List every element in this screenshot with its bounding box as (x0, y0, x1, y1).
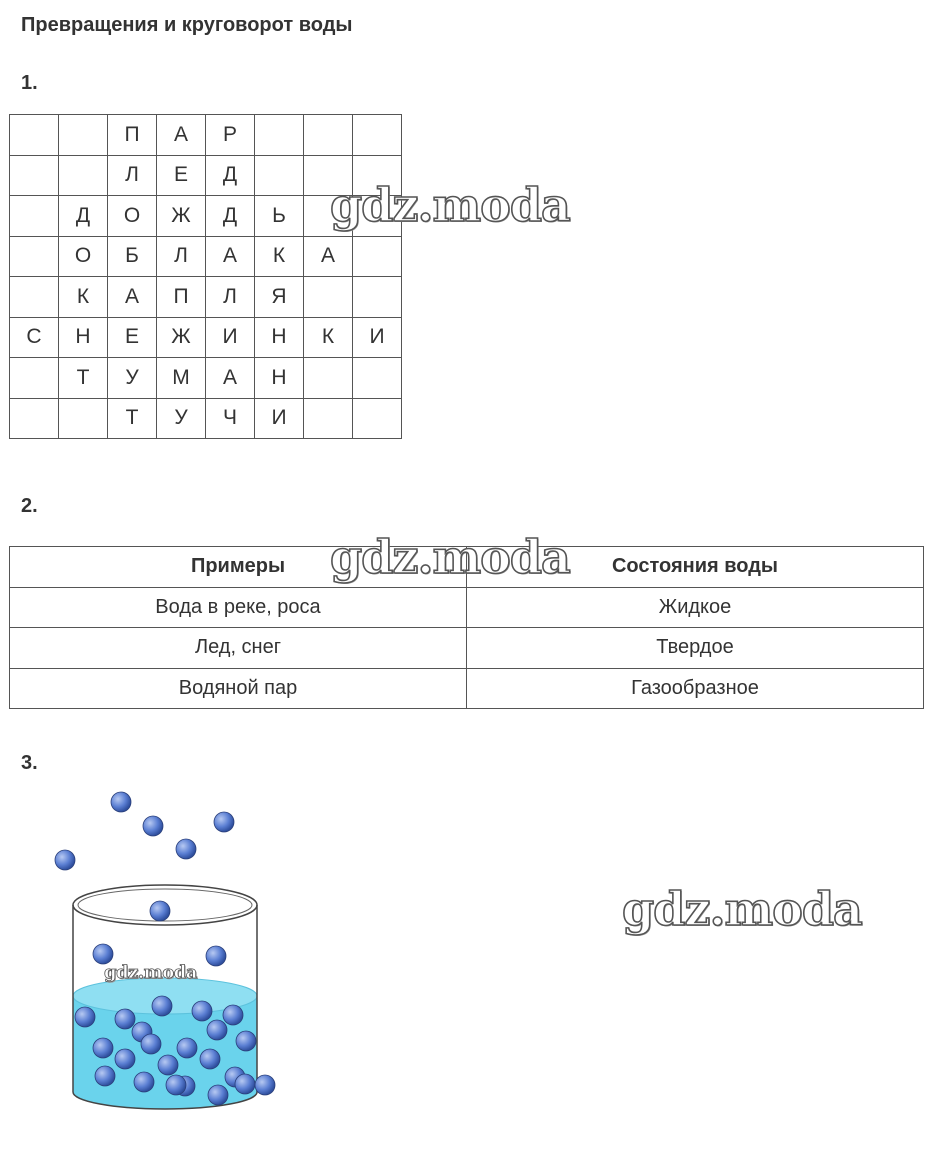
water-molecule (93, 1038, 113, 1058)
crossword-cell: Н (255, 317, 304, 358)
crossword-cell: А (157, 115, 206, 156)
water-molecule (152, 996, 172, 1016)
table-row (10, 628, 924, 669)
watermark: gdz.moda (622, 882, 862, 936)
crossword-cell (353, 236, 402, 277)
crossword-cell (10, 155, 59, 196)
question-number-3: 3. (21, 752, 38, 774)
crossword-cell: О (108, 196, 157, 237)
crossword-row (10, 277, 402, 318)
crossword-row (10, 115, 402, 156)
crossword-cell: Е (108, 317, 157, 358)
crossword-cell: Б (108, 236, 157, 277)
question-number-2: 2. (21, 495, 38, 517)
crossword-cell: Л (157, 236, 206, 277)
crossword-cell (255, 155, 304, 196)
crossword-cell: Л (108, 155, 157, 196)
crossword-grid (9, 114, 402, 439)
crossword-cell: Е (157, 155, 206, 196)
water-molecule (95, 1066, 115, 1086)
crossword-cell (10, 398, 59, 439)
crossword-cell: Н (255, 358, 304, 399)
crossword-cell: Д (206, 196, 255, 237)
crossword-cell: Ь (255, 196, 304, 237)
water-molecule (176, 839, 196, 859)
crossword-cell: И (353, 317, 402, 358)
water-molecule (143, 816, 163, 836)
watermark: gdz.moda (330, 178, 570, 232)
crossword-cell (304, 398, 353, 439)
water-molecule (55, 850, 75, 870)
crossword-cell (255, 115, 304, 156)
evaporation-beaker-illustration (40, 780, 280, 1120)
example-cell: Вода в реке, роса (10, 587, 467, 628)
water-molecule (192, 1001, 212, 1021)
state-cell: Газообразное (467, 668, 924, 709)
crossword-cell (10, 196, 59, 237)
water-molecule (207, 1020, 227, 1040)
watermark: gdz.moda (104, 962, 197, 983)
crossword-cell: С (10, 317, 59, 358)
water-molecule (206, 946, 226, 966)
crossword-row (10, 358, 402, 399)
crossword-cell (59, 115, 108, 156)
crossword-cell: Т (108, 398, 157, 439)
water-molecule (158, 1055, 178, 1075)
water-molecule (223, 1005, 243, 1025)
question-number-1: 1. (21, 72, 38, 94)
crossword-cell: Л (206, 277, 255, 318)
crossword-cell (59, 155, 108, 196)
crossword-cell (353, 115, 402, 156)
crossword-cell: Т (59, 358, 108, 399)
water-molecule (255, 1075, 275, 1095)
water-molecule (235, 1074, 255, 1094)
crossword-cell (353, 277, 402, 318)
crossword-cell (59, 398, 108, 439)
crossword-cell (304, 277, 353, 318)
crossword-cell: У (157, 398, 206, 439)
crossword-cell: П (157, 277, 206, 318)
crossword-cell (304, 115, 353, 156)
crossword-cell (304, 358, 353, 399)
crossword-cell: О (59, 236, 108, 277)
water-molecule (134, 1072, 154, 1092)
crossword-cell: Н (59, 317, 108, 358)
crossword-row (10, 236, 402, 277)
state-cell: Жидкое (467, 587, 924, 628)
water-molecule (115, 1009, 135, 1029)
crossword-cell: И (206, 317, 255, 358)
page-title: Превращения и круговорот воды (21, 14, 353, 36)
crossword-cell (10, 236, 59, 277)
header-examples: Примеры (10, 547, 467, 588)
crossword-cell: П (108, 115, 157, 156)
crossword-cell: А (206, 236, 255, 277)
crossword-cell: К (59, 277, 108, 318)
crossword-cell: М (157, 358, 206, 399)
crossword-cell: Ч (206, 398, 255, 439)
crossword-cell: Д (206, 155, 255, 196)
crossword-cell (10, 115, 59, 156)
crossword-cell: И (255, 398, 304, 439)
water-molecule (115, 1049, 135, 1069)
crossword-row (10, 317, 402, 358)
crossword-cell: А (206, 358, 255, 399)
crossword-cell: Р (206, 115, 255, 156)
water-molecule (200, 1049, 220, 1069)
water-molecule (166, 1075, 186, 1095)
crossword-cell (353, 358, 402, 399)
crossword-cell (353, 398, 402, 439)
table-row (10, 668, 924, 709)
water-molecule (93, 944, 113, 964)
water-molecule (111, 792, 131, 812)
example-cell: Лед, снег (10, 628, 467, 669)
crossword-cell: Я (255, 277, 304, 318)
header-states: Состояния воды (467, 547, 924, 588)
state-cell: Твердое (467, 628, 924, 669)
example-cell: Водяной пар (10, 668, 467, 709)
table-row (10, 587, 924, 628)
crossword-row (10, 398, 402, 439)
water-molecule (141, 1034, 161, 1054)
water-molecule (75, 1007, 95, 1027)
crossword-cell: К (255, 236, 304, 277)
water-molecule (214, 812, 234, 832)
water-molecule (177, 1038, 197, 1058)
crossword-cell: А (108, 277, 157, 318)
crossword-cell: Ж (157, 317, 206, 358)
watermark: gdz.moda (330, 530, 570, 584)
crossword-cell: Д (59, 196, 108, 237)
water-molecule (208, 1085, 228, 1105)
crossword-cell: К (304, 317, 353, 358)
water-molecule (150, 901, 170, 921)
crossword-cell (10, 277, 59, 318)
crossword-cell: А (304, 236, 353, 277)
water-molecule (236, 1031, 256, 1051)
crossword-cell: Ж (157, 196, 206, 237)
crossword-cell: У (108, 358, 157, 399)
crossword-cell (10, 358, 59, 399)
